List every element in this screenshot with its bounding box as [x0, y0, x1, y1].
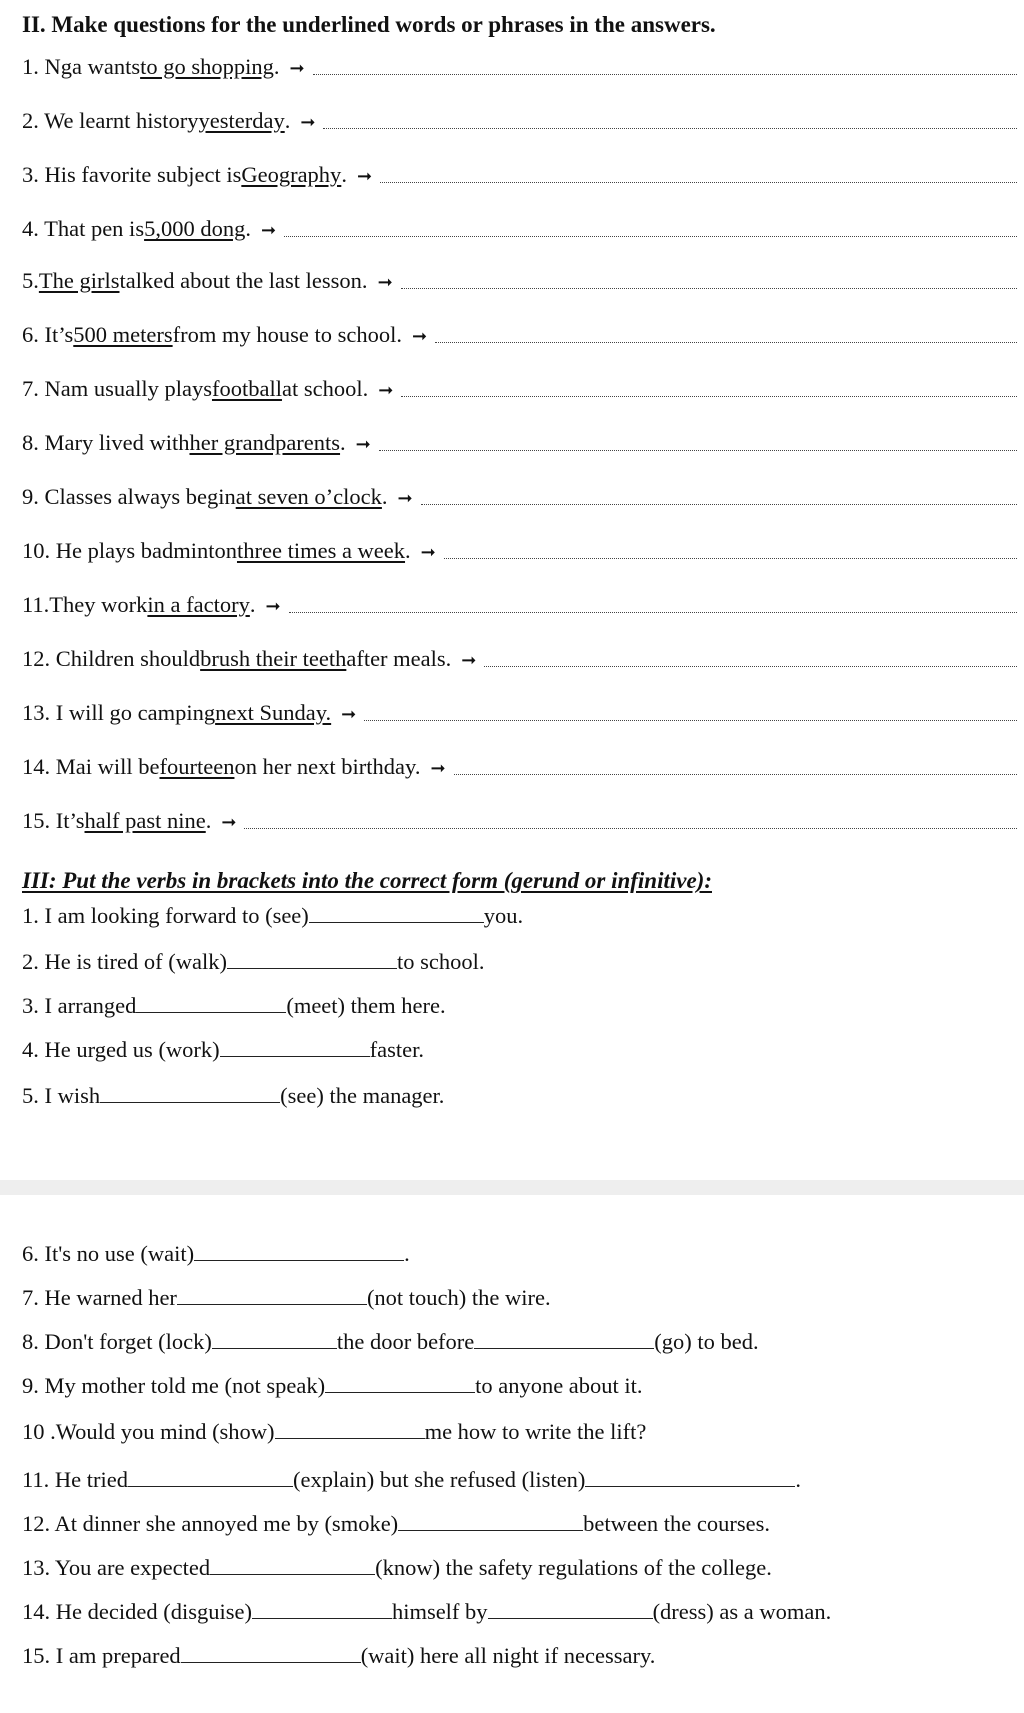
answer-blank[interactable] — [210, 1552, 375, 1575]
question-text: 15. It’s — [22, 808, 85, 833]
previous-page-fragment — [255, 0, 955, 6]
answer-line[interactable] — [444, 542, 1017, 559]
underlined-phrase: Geography — [241, 162, 342, 187]
underlined-phrase: football — [211, 376, 282, 401]
exercise-item — [22, 1596, 831, 1626]
question-text: 5. — [22, 268, 39, 293]
exercise-text: to school. — [396, 949, 485, 974]
question-text-end: talked about the last lesson. — [119, 268, 368, 293]
answer-blank[interactable] — [136, 990, 286, 1013]
underlined-phrase: yesterday — [198, 108, 285, 133]
answer-line[interactable] — [401, 380, 1017, 397]
exercise-text: faster. — [369, 1037, 425, 1062]
exercise-text: (see) the manager. — [280, 1083, 445, 1108]
exercise-item — [22, 1282, 551, 1312]
exercise-text: 7. He warned her — [22, 1285, 177, 1310]
exercise-text: 3. I arranged — [22, 993, 137, 1018]
section-2-heading: II. Make questions for the underlined words or phrases in the answers. — [22, 12, 716, 37]
arrow-icon: ➞ — [289, 58, 305, 78]
exercise-text: (dress) as a woman. — [652, 1599, 832, 1624]
question-text: 2. We learnt history — [22, 108, 199, 133]
answer-line[interactable] — [244, 812, 1017, 829]
exercise-text: himself by — [391, 1599, 488, 1624]
arrow-icon: ➞ — [341, 704, 357, 724]
question-text: 7. Nam usually plays — [22, 376, 212, 401]
answer-blank[interactable] — [227, 946, 397, 969]
answer-blank[interactable] — [585, 1464, 795, 1487]
exercise-item — [22, 1552, 772, 1582]
question-text-end: . — [205, 808, 212, 833]
answer-blank[interactable] — [212, 1326, 337, 1349]
answer-blank[interactable] — [220, 1034, 370, 1057]
answer-blank[interactable] — [488, 1596, 653, 1619]
question-text-end: from my house to school. — [172, 322, 402, 347]
question-item — [22, 374, 1017, 404]
question-text-end: . — [245, 216, 251, 241]
arrow-icon: ➞ — [300, 112, 316, 132]
arrow-icon: ➞ — [265, 596, 281, 616]
exercise-text: 9. My mother told me (not speak) — [22, 1373, 326, 1398]
arrow-icon: ➞ — [397, 488, 413, 508]
exercise-item — [22, 1034, 424, 1064]
exercise-text: you. — [483, 903, 524, 928]
question-text-end: after meals. — [346, 646, 452, 671]
answer-line[interactable] — [323, 112, 1017, 129]
answer-blank[interactable] — [474, 1326, 654, 1349]
underlined-phrase: 500 meters — [73, 322, 173, 347]
exercise-text: 4. He urged us (work) — [22, 1037, 220, 1062]
question-item — [22, 106, 1017, 136]
question-item — [22, 428, 1017, 458]
question-item — [22, 160, 1017, 190]
exercise-text: 1. I am looking forward to (see) — [22, 903, 309, 928]
answer-blank[interactable] — [194, 1238, 404, 1261]
exercise-text: (explain) but she refused (listen) — [293, 1467, 586, 1492]
answer-line[interactable] — [364, 704, 1017, 721]
answer-blank[interactable] — [100, 1080, 280, 1103]
answer-blank[interactable] — [398, 1508, 583, 1531]
question-text: 8. Mary lived with — [22, 430, 190, 455]
exercise-text: 12. At dinner she annoyed me by (smoke) — [22, 1511, 399, 1536]
exercise-text: 15. I am prepared — [22, 1643, 181, 1668]
question-text-end: . — [381, 484, 388, 509]
question-text-end: . — [273, 54, 280, 79]
question-item — [22, 536, 1017, 566]
question-text: 6. It’s — [22, 322, 74, 347]
question-text: 11.They work — [22, 592, 148, 617]
arrow-icon: ➞ — [260, 220, 277, 240]
underlined-phrase: at seven o’clock — [235, 484, 382, 509]
answer-line[interactable] — [401, 272, 1017, 289]
question-text-end: on her next birthday. — [234, 754, 421, 779]
arrow-icon: ➞ — [377, 272, 393, 292]
exercise-text: 14. He decided (disguise) — [22, 1599, 252, 1624]
question-item — [22, 752, 1017, 782]
question-item — [22, 214, 1017, 244]
answer-line[interactable] — [435, 326, 1017, 343]
underlined-phrase: her grandparents — [189, 430, 341, 455]
question-item — [22, 644, 1017, 674]
exercise-item — [22, 900, 523, 930]
exercise-text: between the courses. — [583, 1511, 770, 1536]
exercise-item — [22, 1370, 643, 1400]
answer-line[interactable] — [454, 758, 1017, 775]
question-text-end: . — [341, 162, 347, 187]
answer-blank[interactable] — [309, 900, 484, 923]
question-text: 10. He plays badminton — [22, 538, 237, 563]
exercise-item — [22, 1080, 444, 1110]
exercise-text: 8. Don't forget (lock) — [22, 1329, 212, 1354]
exercise-text: (know) the safety regulations of the college. — [375, 1555, 772, 1580]
question-text: 13. I will go camping — [22, 700, 216, 725]
arrow-icon: ➞ — [461, 650, 477, 670]
exercise-text: . — [404, 1241, 410, 1266]
exercise-item — [22, 1640, 655, 1670]
question-text-end: at school. — [281, 376, 369, 401]
question-item — [22, 52, 1017, 82]
answer-blank[interactable] — [177, 1282, 367, 1305]
answer-line[interactable] — [379, 434, 1017, 451]
question-text-end: . — [284, 108, 291, 133]
question-text: 3. His favorite subject is — [22, 162, 242, 187]
exercise-text: 10 .Would you mind (show) — [22, 1419, 275, 1444]
answer-blank[interactable] — [181, 1640, 361, 1663]
exercise-text: . — [795, 1467, 802, 1492]
answer-line[interactable] — [284, 220, 1017, 237]
arrow-icon: ➞ — [221, 812, 237, 832]
underlined-phrase: three times a week — [236, 538, 406, 563]
answer-line[interactable] — [289, 596, 1017, 613]
question-item — [22, 320, 1017, 350]
question-text-end: . — [249, 592, 256, 617]
answer-line[interactable] — [313, 58, 1017, 75]
exercise-item — [22, 1326, 759, 1356]
exercise-item — [22, 1416, 646, 1446]
answer-blank[interactable] — [325, 1370, 475, 1393]
exercise-text: 11. He tried — [22, 1467, 129, 1492]
arrow-icon: ➞ — [356, 166, 373, 186]
question-text-end: . — [340, 430, 346, 455]
answer-line[interactable] — [380, 166, 1017, 183]
question-item — [22, 590, 1017, 620]
question-text: 4. That pen is — [22, 216, 145, 241]
section-3-heading: III: Put the verbs in brackets into the correct form (gerund or infinitive): — [22, 868, 712, 893]
exercise-text: me how to write the lift? — [424, 1419, 647, 1444]
exercise-text: 2. He is tired of (walk) — [22, 949, 227, 974]
exercise-text: to anyone about it. — [475, 1373, 643, 1398]
arrow-icon: ➞ — [355, 434, 371, 454]
arrow-icon: ➞ — [411, 326, 428, 346]
underlined-phrase: in a factory — [147, 592, 250, 617]
underlined-phrase: half past nine — [84, 808, 206, 833]
exercise-item — [22, 1238, 410, 1268]
page-break-separator — [0, 1180, 1024, 1195]
arrow-icon: ➞ — [378, 380, 394, 400]
exercise-text: (wait) here all night if necessary. — [360, 1643, 656, 1668]
arrow-icon: ➞ — [420, 542, 436, 562]
question-text: 14. Mai will be — [22, 754, 160, 779]
question-item — [22, 698, 1017, 728]
answer-line[interactable] — [484, 650, 1017, 667]
answer-blank[interactable] — [252, 1596, 392, 1619]
answer-line[interactable] — [421, 488, 1017, 505]
exercise-item — [22, 1508, 770, 1538]
exercise-text: 6. It's no use (wait) — [22, 1241, 195, 1266]
question-item — [22, 806, 1017, 836]
exercise-text: 13. You are expected — [22, 1555, 211, 1580]
question-item — [22, 482, 1017, 512]
exercise-text: 5. I wish — [22, 1083, 101, 1108]
underlined-phrase: The girls — [38, 268, 120, 293]
question-text: 9. Classes always begin — [22, 484, 236, 509]
arrow-icon: ➞ — [430, 758, 446, 778]
question-text-end: . — [405, 538, 411, 563]
exercise-text: (not touch) the wire. — [366, 1285, 551, 1310]
underlined-phrase: 5,000 dong — [144, 216, 246, 241]
exercise-text: (go) to bed. — [654, 1329, 759, 1354]
question-item — [22, 266, 1017, 296]
answer-blank[interactable] — [275, 1416, 425, 1439]
exercise-text: (meet) them here. — [286, 993, 446, 1018]
exercise-text: the door before — [336, 1329, 475, 1354]
question-text: 1. Nga wants — [22, 54, 141, 79]
exercise-item — [22, 1464, 801, 1494]
exercise-item — [22, 946, 484, 976]
exercise-item — [22, 990, 446, 1020]
underlined-phrase: fourteen — [159, 754, 235, 779]
question-text: 12. Children should — [22, 646, 201, 671]
underlined-phrase: next Sunday. — [215, 700, 332, 725]
answer-blank[interactable] — [128, 1464, 293, 1487]
underlined-phrase: brush their teeth — [200, 646, 347, 671]
underlined-phrase: to go shopping — [140, 54, 274, 79]
